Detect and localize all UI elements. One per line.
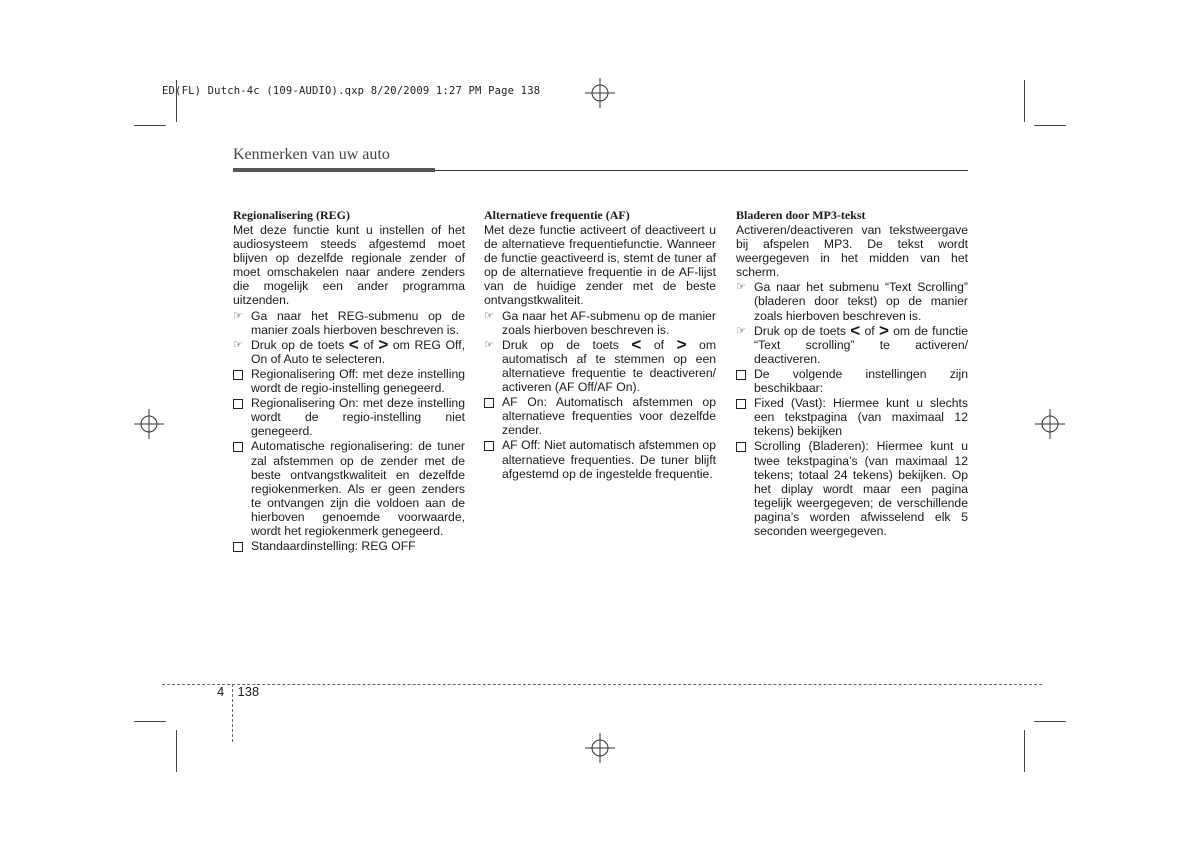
right-arrow-icon: > <box>378 334 389 354</box>
checkbox-item <box>484 395 716 437</box>
item-text: Scrolling (Bladeren): Hiermee kunt u twee tekstpagina’s (van maximaal 12 tekens; totaal 24 tekens) bekijken. Op het diplay wordt maar een pagina tegelijk weergegeven; de verschillende pagina’s worden afwisselend elk 5 seconden weergegeven. <box>754 439 968 538</box>
item-text: Druk op de toets < of > om de functie “Text scrolling” te activeren/ deactiveren. <box>754 320 969 366</box>
checkbox-item <box>736 439 968 538</box>
pointer-item <box>736 280 968 322</box>
page-number <box>217 684 259 699</box>
checkbox-item <box>233 367 465 395</box>
pointer-icon: ☞ <box>736 281 746 294</box>
pointer-icon: ☞ <box>484 338 494 351</box>
pointer-item <box>233 334 465 366</box>
checkbox-icon <box>233 396 251 413</box>
right-arrow-icon: > <box>878 320 889 340</box>
item-text: Ga naar het AF-submenu op de manier zoals hierboven beschreven is. <box>502 308 716 337</box>
column-regionalisering <box>233 208 465 556</box>
pointer-item <box>484 334 716 395</box>
heading: Alternatieve frequentie (AF) <box>484 208 630 222</box>
crop-mark <box>134 721 166 722</box>
print-slug: ED(FL) Dutch-4c (109-AUDIO).qxp 8/20/2009 1:27 PM Page 138 <box>162 85 541 97</box>
checkbox-item <box>233 439 465 538</box>
item-text: Automatische regionalisering: de tuner zal afstemmen op de zender met de beste ontvangstkwaliteit en dezelfde regiokenmerken. Als er geen zenders te ontvangen zijn die voldoen aan de hierboven genoemde voorwaarde, wordt het regiokenmerk genegeerd. <box>251 439 465 538</box>
checkbox-item <box>736 396 968 438</box>
item-text: Regionalisering On: met deze instelling wordt de regio-instelling niet genegeerd. <box>251 396 465 439</box>
registration-mark-icon <box>134 409 164 439</box>
crop-mark <box>176 730 177 772</box>
item-text: Ga naar het REG-submenu op de manier zoals hierboven beschreven is. <box>251 308 465 337</box>
pointer-icon: ☞ <box>233 309 243 322</box>
left-arrow-icon: < <box>631 334 642 354</box>
item-text: Fixed (Vast): Hiermee kunt u slechts een tekstpagina (van maximaal 12 tekens) bekijken <box>754 396 968 439</box>
intro-text: Met deze functie activeert of deactiveert u de alternatieve frequentiefunctie. Wanneer de functie geactiveerd is, stemt de tuner af op de alternatieve frequentie in de AF-lijst van de huidige zender met de beste ontvangstkwaliteit. <box>484 223 716 308</box>
checkbox-item <box>736 367 968 395</box>
column-alternatieve-frequentie <box>484 208 716 481</box>
item-text: Ga naar het submenu “Text Scrolling” (bladeren door tekst) op de manier zoals hierboven beschreven is. <box>754 280 968 323</box>
item-text: AF On: Automatisch afstemmen op alternatieve frequenties voor dezelfde zender. <box>502 395 716 438</box>
checkbox-icon <box>736 367 754 384</box>
registration-mark-icon <box>1035 409 1065 439</box>
item-text: AF Off: Niet automatisch afstemmen op alternatieve frequenties. De tuner blijft afgestemd op de ingestelde frequentie. <box>502 438 716 481</box>
page-number-value: 138 <box>237 684 260 699</box>
pointer-icon: ☞ <box>484 309 494 322</box>
checkbox-item <box>233 396 465 438</box>
heading: Regionalisering (REG) <box>233 208 350 222</box>
checkbox-icon <box>736 396 754 413</box>
checkbox-item <box>233 539 465 556</box>
page-section: 4 <box>217 684 225 699</box>
item-text: Regionalisering Off: met deze instelling wordt de regio-instelling genegeerd. <box>251 366 465 396</box>
item-text: Standaardinstelling: REG OFF <box>251 539 416 554</box>
intro-text: Activeren/deactiveren van tekstweergave bij afspelen MP3. De tekst wordt weergegeven in het midden van het scherm. <box>736 223 968 280</box>
intro-text: Met deze functie kunt u instellen of het audiosysteem steeds afgestemd moet blijven op dezelfde regionale zender of moet omschakelen naar andere zenders die mogelijk een ander programma uitzenden. <box>233 223 465 308</box>
checkbox-icon <box>233 539 251 556</box>
checkbox-icon <box>736 439 754 456</box>
checkbox-item <box>484 438 716 480</box>
heading: Bladeren door MP3-tekst <box>736 208 866 222</box>
crop-mark <box>1034 721 1066 722</box>
pointer-icon: ☞ <box>736 324 746 337</box>
column-mp3-tekst <box>736 208 968 538</box>
left-arrow-icon: < <box>348 334 359 354</box>
item-text: Druk op de toets < of > om automatisch af te stemmen op een alternatieve frequentie te deactiveren/ activeren (AF Off/AF On). <box>502 334 716 395</box>
checkbox-icon <box>233 367 251 384</box>
item-text: De volgende instellingen zijn beschikbaar: <box>754 366 968 396</box>
checkbox-icon <box>484 395 502 412</box>
header-rule-accent <box>233 168 435 172</box>
right-arrow-icon: > <box>676 334 687 354</box>
checkbox-icon <box>233 439 251 456</box>
checkbox-icon <box>484 438 502 455</box>
crop-mark <box>1024 80 1025 122</box>
crop-mark <box>1024 730 1025 772</box>
pointer-icon: ☞ <box>233 338 243 351</box>
left-arrow-icon: < <box>850 320 861 340</box>
registration-mark-icon <box>585 733 615 763</box>
crop-mark <box>1034 125 1066 126</box>
item-text: Druk op de toets < of > om REG Off, On of Auto te selecteren. <box>251 334 465 366</box>
pointer-item <box>484 309 716 337</box>
crop-mark <box>134 125 166 126</box>
pointer-item <box>736 320 969 366</box>
registration-mark-icon <box>585 78 615 108</box>
footer-rule <box>162 684 1042 685</box>
section-title: Kenmerken van uw auto <box>233 146 390 163</box>
pointer-item <box>233 309 465 337</box>
